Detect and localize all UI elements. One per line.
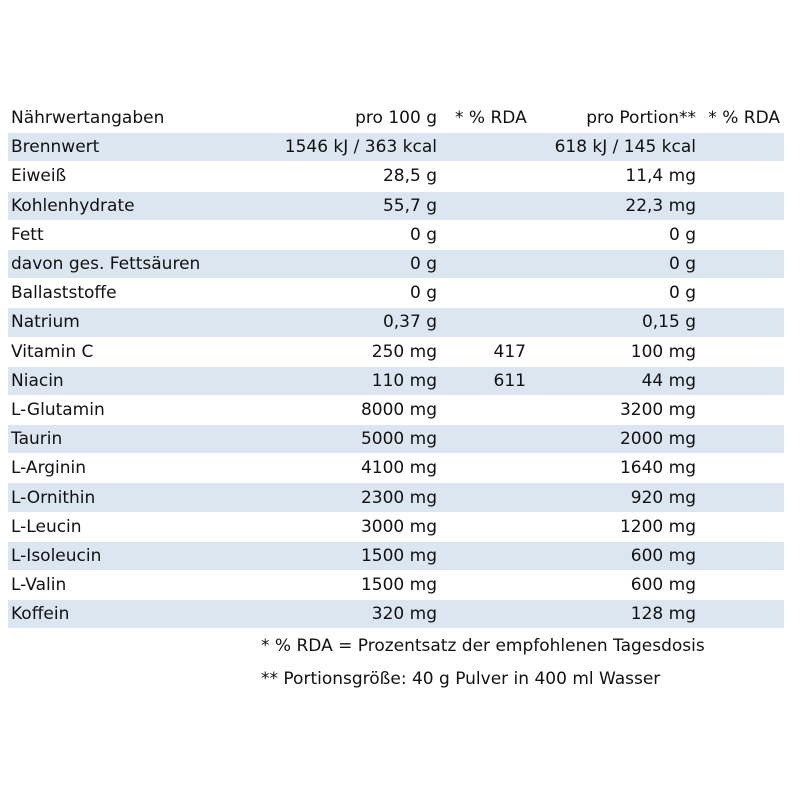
cell-per-100g: 8000 mg	[360, 399, 437, 420]
cell-per-100g: 2300 mg	[360, 487, 437, 508]
header-per-100g: pro 100 g	[355, 108, 437, 129]
table-row	[8, 250, 784, 279]
cell-per-portion: 0 g	[668, 254, 696, 275]
cell-per-100g: 1500 mg	[360, 575, 437, 596]
cell-per-100g: 3000 mg	[360, 516, 437, 537]
cell-nutrient: Natrium	[11, 312, 80, 333]
table-row	[8, 600, 784, 629]
cell-per-portion: 3200 mg	[619, 399, 696, 420]
table-row	[8, 367, 784, 396]
header-per-portion: pro Portion**	[586, 108, 696, 129]
cell-nutrient: Vitamin C	[11, 341, 94, 362]
cell-per-100g: 320 mg	[371, 604, 437, 625]
table-row	[8, 338, 784, 367]
table-row	[8, 279, 784, 308]
cell-per-portion: 2000 mg	[619, 429, 696, 450]
cell-per-100g: 0 g	[409, 283, 437, 304]
cell-per-portion: 100 mg	[630, 341, 696, 362]
table-row	[8, 396, 784, 425]
header-rda-portion: * % RDA	[708, 108, 780, 129]
cell-per-portion: 0,15 g	[641, 312, 696, 333]
footnote-rda: * % RDA = Prozentsatz der empfohlenen Tagesdosis	[261, 636, 705, 656]
cell-per-portion: 618 kJ / 145 kcal	[554, 137, 696, 158]
cell-nutrient: Fett	[11, 224, 44, 245]
cell-nutrient: Ballaststoffe	[11, 283, 117, 304]
table-header-row	[8, 104, 784, 133]
cell-per-portion: 1200 mg	[619, 516, 696, 537]
table-row	[8, 308, 784, 337]
cell-per-100g: 110 mg	[371, 370, 437, 391]
cell-nutrient: Brennwert	[11, 137, 100, 158]
cell-per-portion: 1640 mg	[619, 458, 696, 479]
cell-per-portion: 11,4 mg	[625, 166, 696, 187]
cell-per-100g: 0 g	[409, 224, 437, 245]
cell-nutrient: L-Valin	[11, 575, 67, 596]
cell-nutrient: L-Glutamin	[11, 399, 105, 420]
table-row	[8, 425, 784, 454]
cell-per-100g: 1500 mg	[360, 545, 437, 566]
cell-per-100g: 55,7 g	[382, 195, 437, 216]
cell-per-portion: 128 mg	[630, 604, 696, 625]
cell-nutrient: Koffein	[11, 604, 70, 625]
header-rda-100g: * % RDA	[455, 108, 527, 129]
cell-per-portion: 920 mg	[630, 487, 696, 508]
table-row	[8, 571, 784, 600]
cell-per-portion: 22,3 mg	[625, 195, 696, 216]
cell-nutrient: L-Isoleucin	[11, 545, 102, 566]
cell-per-100g: 0 g	[409, 254, 437, 275]
table-row	[8, 483, 784, 512]
cell-rda-100g: 417	[493, 341, 526, 362]
cell-per-portion: 600 mg	[630, 575, 696, 596]
header-nutrient: Nährwertangaben	[11, 108, 165, 129]
cell-per-100g: 250 mg	[371, 341, 437, 362]
cell-per-portion: 0 g	[668, 283, 696, 304]
table-row	[8, 192, 784, 221]
cell-nutrient: L-Ornithin	[11, 487, 96, 508]
table-row	[8, 454, 784, 483]
cell-per-portion: 0 g	[668, 224, 696, 245]
cell-nutrient: L-Arginin	[11, 458, 87, 479]
cell-nutrient: Niacin	[11, 370, 64, 391]
table-row	[8, 162, 784, 191]
cell-nutrient: Taurin	[11, 429, 63, 450]
cell-rda-100g: 611	[493, 370, 526, 391]
cell-per-100g: 5000 mg	[360, 429, 437, 450]
table-row	[8, 513, 784, 542]
cell-per-100g: 0,37 g	[382, 312, 437, 333]
table-row	[8, 542, 784, 571]
cell-per-100g: 28,5 g	[382, 166, 437, 187]
cell-nutrient: Eiweiß	[11, 166, 67, 187]
cell-per-portion: 600 mg	[630, 545, 696, 566]
nutrition-table	[8, 104, 784, 629]
table-body	[8, 133, 784, 629]
table-row	[8, 221, 784, 250]
cell-per-100g: 4100 mg	[360, 458, 437, 479]
cell-nutrient: Kohlenhydrate	[11, 195, 135, 216]
cell-nutrient: L-Leucin	[11, 516, 82, 537]
footnotes	[261, 630, 705, 696]
cell-nutrient: davon ges. Fettsäuren	[11, 254, 201, 275]
cell-per-portion: 44 mg	[641, 370, 696, 391]
cell-per-100g: 1546 kJ / 363 kcal	[284, 137, 437, 158]
footnote-portion: ** Portionsgröße: 40 g Pulver in 400 ml Wasser	[261, 669, 661, 689]
table-row	[8, 133, 784, 162]
